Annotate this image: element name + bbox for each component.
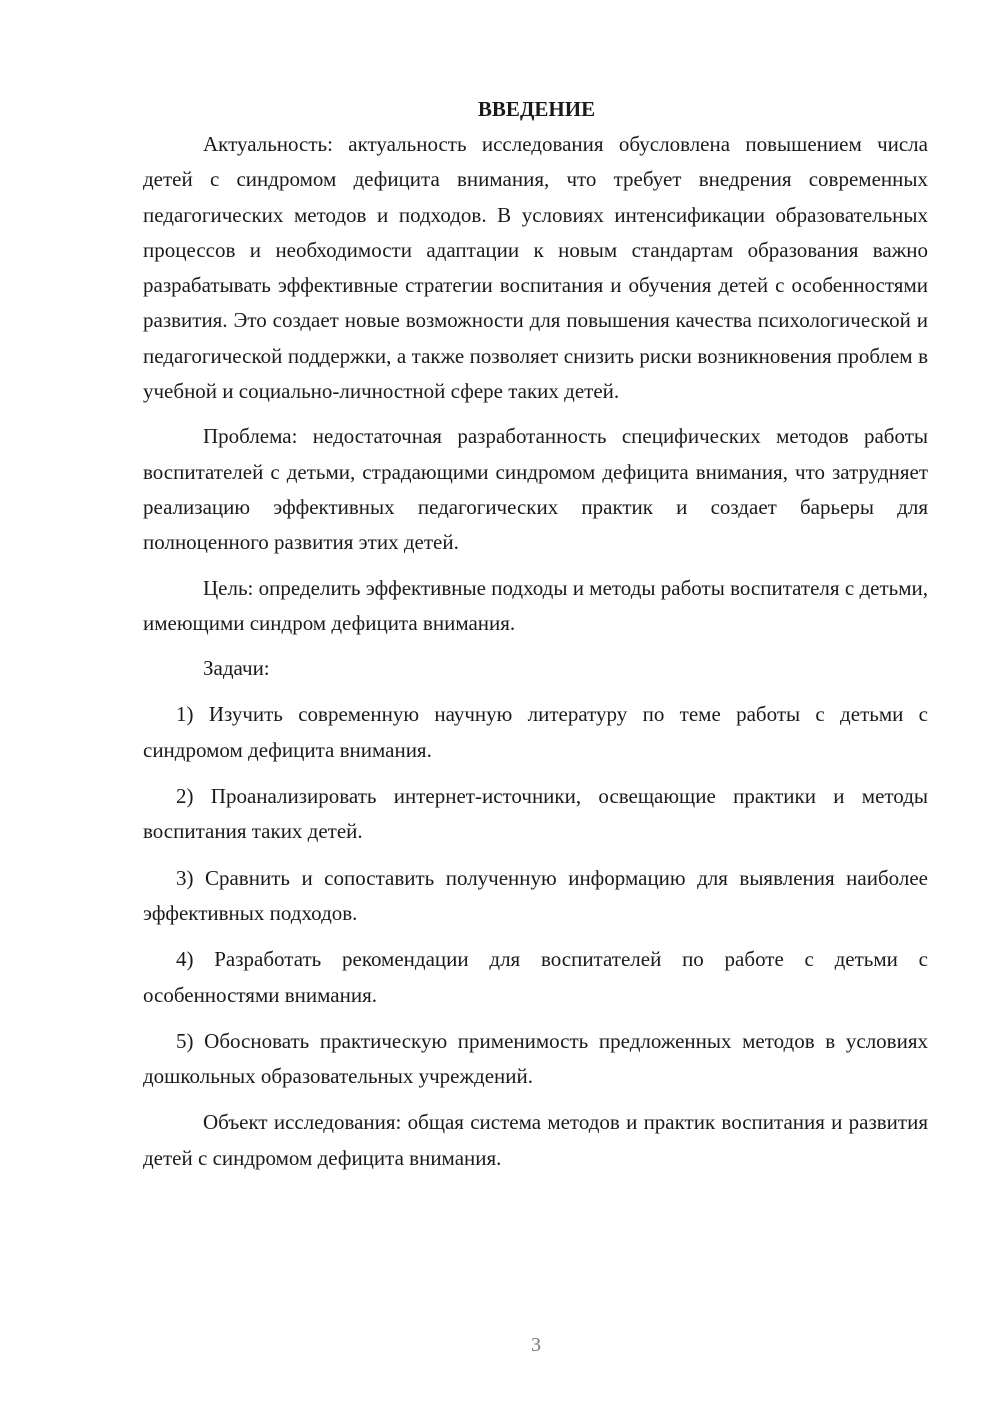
paragraph-problem: Проблема: недостаточная разработанность специфических методов работы воспитателей с детьми, страдающими синдромом дефицита внимания, что затрудняет реализацию эффективных педагогических практик и создает барьеры для полноценного развития этих детей.	[143, 424, 928, 555]
tasks-label: Задачи:	[203, 656, 270, 681]
task-item-2: 2) Проанализировать интернет-источники, освещающие практики и методы воспитания таких детей.	[143, 784, 928, 844]
paragraph-goal: Цель: определить эффективные подходы и методы работы воспитателя с детьми, имеющими синдром дефицита внимания.	[143, 575, 928, 635]
task-item-1: 1) Изучить современную научную литературу по теме работы с детьми с синдромом дефицита внимания.	[143, 702, 928, 762]
paragraph-relevance: Актуальность: актуальность исследования обусловлена повышением числа детей с синдромом дефицита внимания, что требует внедрения современных педагогических методов и подходов. В условиях интенсификации образовательных процессов и необходимости адаптации к новым стандартам образования важно разрабатывать эффективные стратегии воспитания и обучения детей с особенностями развития. Это создает новые возможности для повышения качества психологической и педагогической поддержки, а также позволяет снизить риски возникновения проблем в учебной и социально-личностной сфере таких детей.	[143, 132, 928, 404]
paragraph-object: Объект исследования: общая система методов и практик воспитания и развития детей с синдромом дефицита внимания.	[143, 1110, 928, 1170]
task-item-3: 3) Сравнить и сопоставить полученную информацию для выявления наиболее эффективных подходов.	[143, 865, 928, 925]
document-body	[143, 92, 928, 1176]
page-number: 3	[531, 1334, 541, 1356]
task-item-4: 4) Разработать рекомендации для воспитателей по работе с детьми с особенностями внимания.	[143, 947, 928, 1007]
task-item-5: 5) Обосновать практическую применимость предложенных методов в условиях дошкольных образовательных учреждений.	[143, 1028, 928, 1089]
page-title: ВВЕДЕНИЕ	[477, 97, 596, 121]
